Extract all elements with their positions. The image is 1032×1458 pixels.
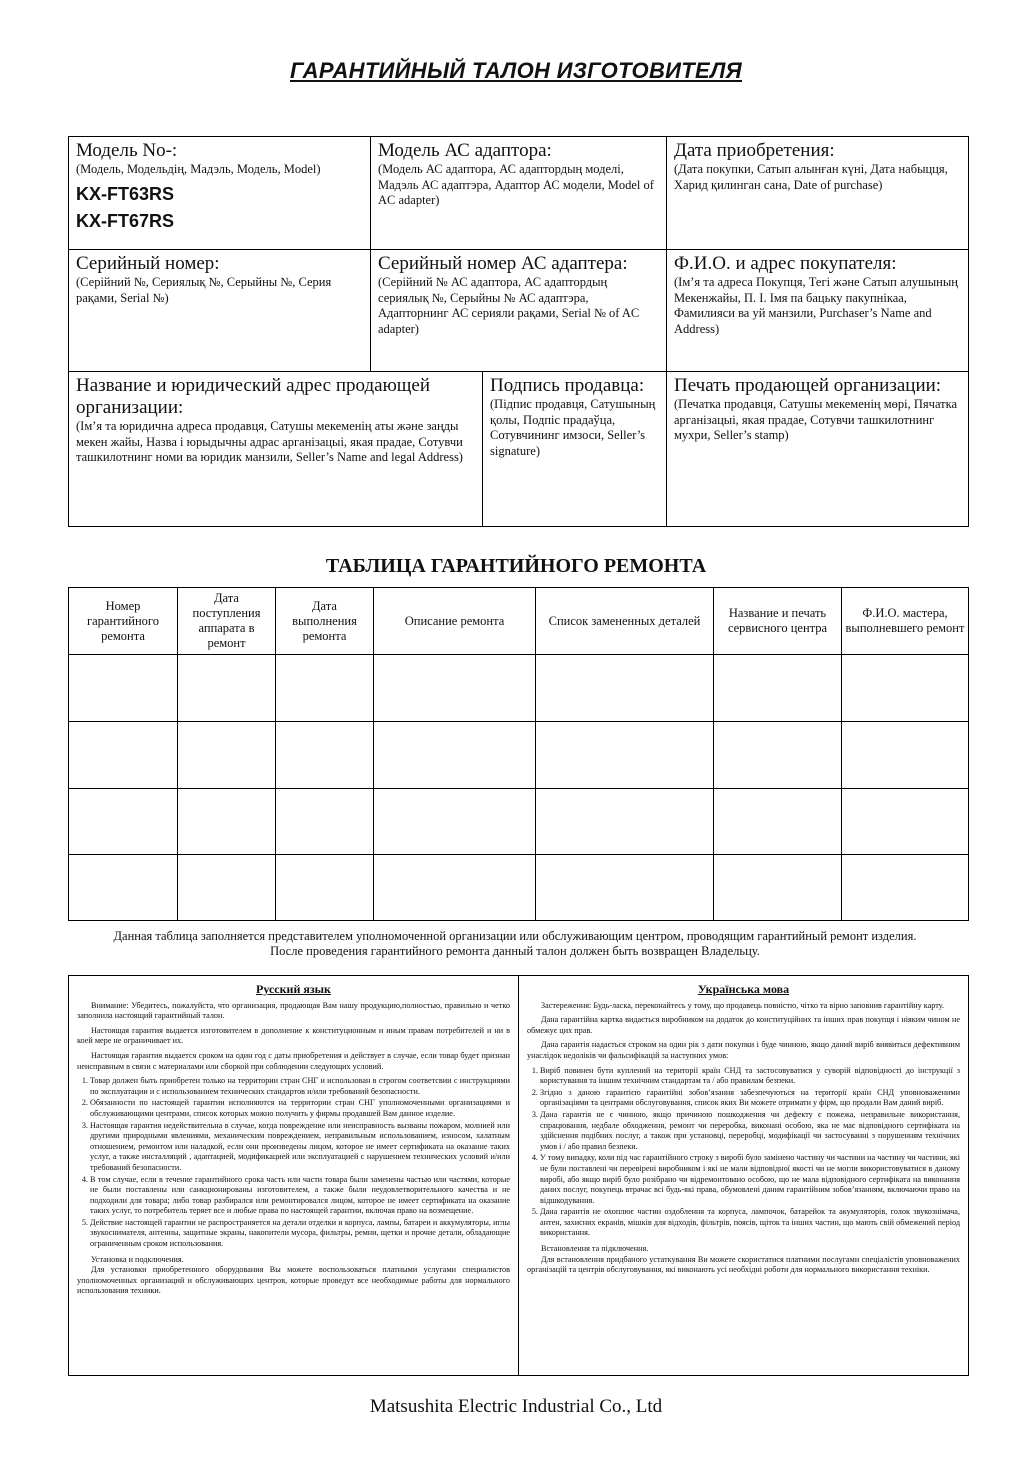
manufacturer-footer: Matsushita Electric Industrial Co., Ltd bbox=[369, 1396, 663, 1417]
ukrainian-install-text: Для встановлення придбаного устаткування Ви можете скористатися платними послугами спеціалістів уповноважених організацій та центрів обслуговування, які виконають усі необхідні роботи для нормального використання техніки. bbox=[527, 1254, 960, 1275]
adapter-serial-subtitle: (Серійний № АС адаптора, АС адаптордың сериялық №, Серыйны № АС адаптэра, Адапторнинг АС серияли рақами, Serial № of AC adapter) bbox=[378, 275, 640, 336]
ukrainian-conditions-list bbox=[527, 1066, 960, 1240]
col-header-replaced-parts: Список замененных деталей bbox=[548, 613, 701, 628]
ukrainian-paragraph: Застереження: Будь-ласка, переконайтесь у тому, що продавець повністю, чітко та вірно заповнив гарантійну карту. bbox=[541, 1000, 945, 1010]
model-cell[interactable] bbox=[69, 137, 370, 249]
list-item: 3. Дана гарантія не є чинною, якщо причиною пошкодження чи дефекту є пожежа, неправильне використання, спрацювання, недбале обходження, ремонт чи переробка, виконані особою, яка не має відповідного сертифіката на здійснення подібних послуг, а також при установці, переробці, модифікації чи застосуванні з порушенням технічних умов і / або правил безпеки. bbox=[540, 1110, 960, 1152]
russian-paragraph: Внимание: Убедитесь, пожалуйста, что организация, продающая Вам нашу продукцию,полностью, правильно и четко заполнила настоящий гарантийный талон. bbox=[77, 1000, 510, 1021]
seller-stamp-heading: Печать продающей организации: bbox=[674, 375, 942, 396]
list-item: 2. Обязанности по настоящей гарантии исполняются на территории стран СНГ уполномоченными организациями и обслуживающими центрами, список которых можно получить у фирмы продавшей Вам данное изделие. bbox=[90, 1098, 510, 1119]
col-header-receipt-date: Дата поступления аппарата в ремонт bbox=[192, 591, 261, 650]
seller-org-heading: Название и юридический адрес продающей организации: bbox=[76, 375, 430, 418]
warranty-form bbox=[68, 136, 969, 527]
serial-number-cell[interactable] bbox=[69, 250, 370, 371]
seller-stamp-subtitle: (Печатка продавця, Сатушы мекеменің мөрі, Пячатка арганізацыі, якая прадае, Сотувчи ташкилотнинг мухри, Seller’s stamp) bbox=[674, 397, 958, 442]
serial-number-subtitle: (Серійний №, Сериялық №, Серыйны №, Серия рақами, Serial №) bbox=[76, 275, 332, 305]
russian-install-heading: Установка и подключения. bbox=[91, 1254, 184, 1264]
list-item: 5. Действие настоящей гарантии не распространяется на детали отделки и корпуса, лампы, батареи и аккумуляторы, иглы звукоснимателя, антенны, защитные экраны, накопители мусора, фильтры, ремни, щетки и прочие детали, обладающие ограниченным сроком использования. bbox=[90, 1218, 510, 1250]
model-subtitle: (Модель, Модельдің, Мадэль, Модель, Model) bbox=[76, 162, 321, 176]
model-number-2: KX-FT67RS bbox=[76, 210, 175, 231]
table-row[interactable] bbox=[69, 789, 968, 854]
list-item: 2. Згідно з даною гарантією гарантійні зобов’язання забезпечуються на території країн СНД уповноваженими організаціями та центрами обслуговування, список яких Ви можете отримати у фірм, що продали Вам даний виріб. bbox=[540, 1088, 960, 1109]
adapter-model-subtitle: (Модель АС адаптора, АС адаптордың моделі, Мадэль АС адаптэра, Адаптор АС модели, Model of AC adapter) bbox=[378, 162, 654, 207]
ukrainian-title: Українська мова bbox=[697, 982, 790, 996]
table-note-1: Данная таблица заполняется представителем уполномоченной организации или обслуживающим центром, проводящим гарантийный ремонт изделия. bbox=[113, 929, 917, 943]
adapter-serial-cell[interactable] bbox=[371, 250, 666, 371]
ukrainian-terms bbox=[519, 976, 968, 1375]
col-header-repair-number: Номер гарантийного ремонта bbox=[86, 598, 159, 643]
repair-table bbox=[68, 587, 969, 921]
buyer-cell[interactable] bbox=[667, 250, 968, 371]
adapter-model-cell[interactable] bbox=[371, 137, 666, 249]
seller-stamp-cell[interactable] bbox=[667, 372, 968, 526]
page-title: ГАРАНТИЙНЫЙ ТАЛОН ИЗГОТОВИТЕЛЯ bbox=[289, 58, 743, 83]
ukrainian-install-heading: Встановлення та підключення. bbox=[541, 1244, 649, 1254]
russian-install-text: Для установки приобретенного оборудования Вы можете воспользоваться платными услугами специалистов уполномоченных организаций и обслуживающих центров, которые проведут все необходимые работы для нормального использования техники. bbox=[77, 1265, 510, 1296]
terms-box bbox=[68, 975, 969, 1376]
serial-number-heading: Серийный номер: bbox=[76, 253, 220, 274]
seller-org-cell[interactable] bbox=[69, 372, 482, 526]
table-row[interactable] bbox=[69, 722, 968, 788]
russian-title: Русский язык bbox=[256, 982, 331, 996]
seller-org-subtitle: (Ім’я та юридична адреса продавця, Сатушы мекеменің аты және заңды мекен жайы, Назва і юрыдычны адрас арганізацыі, якая прадае, Сотувчи ташкилотнинг номи ва юридик манзили, Seller’s Name and legal Address) bbox=[76, 419, 463, 464]
list-item: 3. Настоящая гарантия недействительна в случае, когда повреждение или неисправность вызваны пожаром, молнией или другими природными явлениями, механическим повреждением, неправильным использованием, износом, халатным отношением, ремонтом или наладкой, если они произведены лицом, которое не имеет сертификата на оказание таких услуг, а также инсталляций , адаптацией, модификацией или эксплуатацией с нарушением технических условий и/или требований безопасности. bbox=[90, 1121, 510, 1174]
russian-paragraph: Настоящая гарантия выдается изготовителем в дополнение к конституционным и иным правам потребителей и ни в коей мере не ограничивает их. bbox=[77, 1025, 510, 1046]
repair-table-title: ТАБЛИЦА ГАРАНТИЙНОГО РЕМОНТА bbox=[325, 555, 707, 577]
seller-signature-cell[interactable] bbox=[483, 372, 666, 526]
ukrainian-paragraph: Дана гарантійна картка видається виробником на додаток до конституційних та інших прав покупця і ніяким чином не обмежує цих прав. bbox=[527, 1015, 960, 1035]
table-row[interactable] bbox=[69, 855, 968, 920]
russian-terms bbox=[69, 976, 518, 1375]
table-row[interactable] bbox=[69, 655, 968, 721]
model-heading: Модель No-: bbox=[76, 140, 178, 161]
adapter-model-heading: Модель АС адаптора: bbox=[378, 140, 552, 161]
buyer-heading: Ф.И.О. и адрес покупателя: bbox=[674, 253, 897, 274]
list-item: 1. Виріб повинен бути куплений на території країн СНД та застосовуватися у суворій відповідності до інструкції з користування та іншим технічним стандартам та / або правилам безпеки. bbox=[540, 1066, 960, 1087]
purchase-date-cell[interactable] bbox=[667, 137, 968, 249]
ukrainian-paragraph: Дана гарантія надається строком на один рік з дати покупки і буде чинною, якщо даний виріб виявиться дефективним унаслідок недоліків чи фальсифікацій за наступних умов: bbox=[527, 1040, 960, 1060]
col-header-technician: Ф.И.О. мастера, выполневшего ремонт bbox=[845, 606, 965, 635]
purchase-date-subtitle: (Дата покупки, Сатып алынған күні, Дата набыцця, Харид қилинган сана, Date of purchase) bbox=[674, 162, 948, 192]
russian-conditions-list bbox=[77, 1076, 510, 1250]
list-item: 4. В том случае, если в течение гарантийного срока часть или части товара были заменены частью или частями, которые не были поставлены или санкционированы изготовителем, а также были неудовлетворительного качества и не подходили для товара; либо товар разбирался или ремонтировался лицом, которое не имеет сертификата на оказание таких услуг, то потребитель теряет все и любые права по настоящей гарантии, включая право на возмещение. bbox=[90, 1175, 510, 1217]
purchase-date-heading: Дата приобретения: bbox=[674, 140, 835, 161]
list-item: 1. Товар должен быть приобретен только на территории стран СНГ и использован в строгом соответсвии с инструкциями по эксплуатации и с использованием технических стандартов и/или требований безопасности. bbox=[90, 1076, 510, 1097]
model-number-1: KX-FT63RS bbox=[76, 183, 175, 204]
col-header-service-center: Название и печать сервисного центра bbox=[727, 606, 828, 635]
col-header-completion-date: Дата выполнения ремонта bbox=[292, 598, 357, 643]
list-item: 5. Дана гарантія не охоплює частин оздоблення та корпуса, лампочок, батарейок та акумуляторів, голок звукознімача, антен, захисних екранів, мішків для відходів, фільтрів, поясів, щіток та інших частин, що мають свій обмежений період використання. bbox=[540, 1207, 960, 1239]
seller-signature-heading: Подпись продавца: bbox=[490, 375, 645, 396]
russian-paragraph: Настоящая гарантия выдается сроком на один год с даты приобретения и действует в случае, если товар будет признан неисправным в связи с материалами или сборкой при соблюдении следующих условий. bbox=[77, 1050, 510, 1071]
buyer-subtitle: (Ім’я та адреса Покупця, Тегі және Сатып алушының Мекенжайы, П. І. Імя па бацьку пакупнікаа, Фамилияси ва уй манзили, Purchaser’s Name and Address) bbox=[674, 275, 958, 336]
list-item: 4. У тому випадку, коли під час гарантійного строку з виробі було замінено частину чи частини на частину чи частини, які не були поставлені чи перевірені виробником і які не мали відповідної якості чи не могли використовуватися в даному виробі, або якщо виріб було розібрано чи відремонтовано особою, що не мала відповідного сертифіката на виконання даних послуг, покупець втрачає всі будь-які права, обумовлені даним гарантійним зобов’язанням, включаючи право на відшкодування. bbox=[540, 1153, 960, 1206]
seller-signature-subtitle: (Підпис продавця, Сатушының қолы, Подпіс прадаўца, Сотувчининг имзоси, Seller’s signature) bbox=[490, 397, 656, 458]
col-header-repair-description: Описание ремонта bbox=[404, 613, 505, 628]
adapter-serial-heading: Серийный номер АС адаптера: bbox=[378, 253, 628, 274]
table-note-2: После проведения гарантийного ремонта данный талон должен быть возвращен Владельцу. bbox=[270, 944, 760, 958]
